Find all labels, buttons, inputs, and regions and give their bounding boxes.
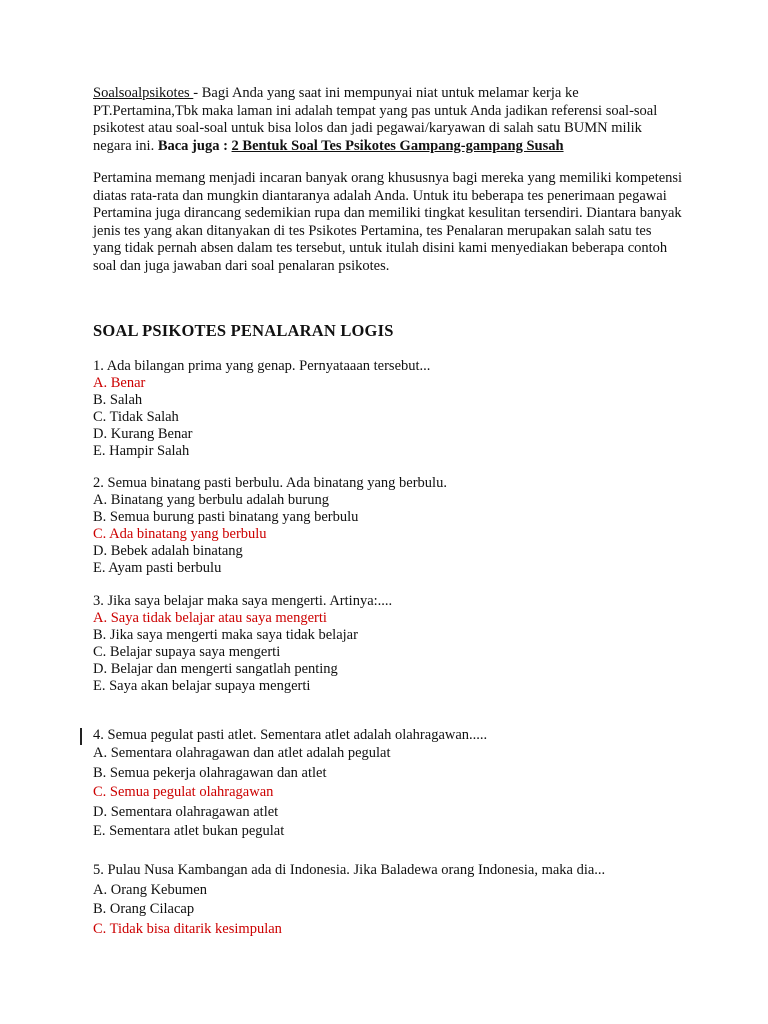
option: D. Belajar dan mengerti sangatlah penting bbox=[93, 661, 338, 677]
question-3 bbox=[93, 593, 693, 695]
question-text: 1. Ada bilangan prima yang genap. Pernyataaan tersebut... bbox=[93, 358, 431, 374]
option: E. Ayam pasti berbulu bbox=[93, 560, 222, 576]
pertamina-paragraph: Pertamina memang menjadi incaran banyak orang khususnya bagi mereka yang memiliki kompetensi diatas rata-rata dan mungkin diantaranya adalah Anda. Untuk itu beberapa tes penerimaan pegawai Pertamina juga dirancang sedemikian rupa dan memiliki tingkat kesulitan tersendiri. Diantara banyak jenis tes yang akan ditanyakan di tes Psikotes Pertamina, tes Penalaran merupakan salah satu tes yang tidak pernah absen dalam tes tersebut, untuk itulah disini kami menyediakan beberapa contoh soal dan juga jawaban dari soal penalaran psikotes. bbox=[93, 170, 683, 274]
option-correct: A. Saya tidak belajar atau saya mengerti bbox=[93, 610, 327, 626]
question-4 bbox=[93, 727, 693, 842]
option: E. Hampir Salah bbox=[93, 443, 190, 459]
question-text: 5. Pulau Nusa Kambangan ada di Indonesia. Jika Baladewa orang Indonesia, maka dia... bbox=[93, 862, 606, 878]
option: C. Tidak Salah bbox=[93, 409, 179, 425]
option-correct: C. Tidak bisa ditarik kesimpulan bbox=[93, 920, 282, 937]
option: B. Semua burung pasti binatang yang berbulu bbox=[93, 509, 359, 525]
soalsoalpsikotes-link[interactable]: Soalsoalpsikotes bbox=[93, 85, 194, 101]
option: B. Salah bbox=[93, 392, 143, 408]
option: B. Orang Cilacap bbox=[93, 901, 195, 917]
baca-juga-link[interactable]: 2 Bentuk Soal Tes Psikotes Gampang-gampang Susah bbox=[231, 137, 564, 154]
option: B. Semua pekerja olahragawan dan atlet bbox=[93, 764, 327, 781]
question-5 bbox=[93, 861, 693, 939]
section-heading: SOAL PSIKOTES PENALARAN LOGIS bbox=[93, 321, 394, 340]
question-text: 3. Jika saya belajar maka saya mengerti. Artinya:.... bbox=[93, 593, 393, 609]
intro-paragraph bbox=[93, 85, 683, 155]
question-2 bbox=[93, 475, 693, 577]
intro-text: - Bagi Anda yang saat ini mempunyai niat untuk melamar kerja ke PT.Pertamina,Tbk maka laman ini adalah tempat yang pas untuk Anda jadikan referensi soal-soal psikotest atau soal-soal untuk bisa lolos dan jadi pegawai/karyawan di salah satu BUMN milik negara ini. bbox=[93, 85, 658, 154]
option: C. Belajar supaya saya mengerti bbox=[93, 644, 281, 660]
option: D. Sementara olahragawan atlet bbox=[93, 803, 279, 820]
option: E. Saya akan belajar supaya mengerti bbox=[93, 678, 311, 694]
option: A. Orang Kebumen bbox=[93, 881, 207, 898]
question-1 bbox=[93, 358, 693, 460]
option: D. Kurang Benar bbox=[93, 426, 193, 442]
baca-juga-label: Baca juga : bbox=[157, 137, 232, 154]
option: B. Jika saya mengerti maka saya tidak belajar bbox=[93, 627, 358, 643]
option: A. Sementara olahragawan dan atlet adalah pegulat bbox=[93, 745, 391, 761]
question-text: 4. Semua pegulat pasti atlet. Sementara atlet adalah olahragawan..... bbox=[93, 727, 488, 743]
option-correct: C. Ada binatang yang berbulu bbox=[93, 526, 267, 542]
text-cursor bbox=[80, 728, 82, 745]
option: E. Sementara atlet bukan pegulat bbox=[93, 823, 285, 839]
option: D. Bebek adalah binatang bbox=[93, 543, 243, 559]
option-correct: A. Benar bbox=[93, 375, 146, 391]
option: A. Binatang yang berbulu adalah burung bbox=[93, 492, 329, 508]
option-correct: C. Semua pegulat olahragawan bbox=[93, 784, 274, 800]
question-text: 2. Semua binatang pasti berbulu. Ada binatang yang berbulu. bbox=[93, 475, 447, 491]
